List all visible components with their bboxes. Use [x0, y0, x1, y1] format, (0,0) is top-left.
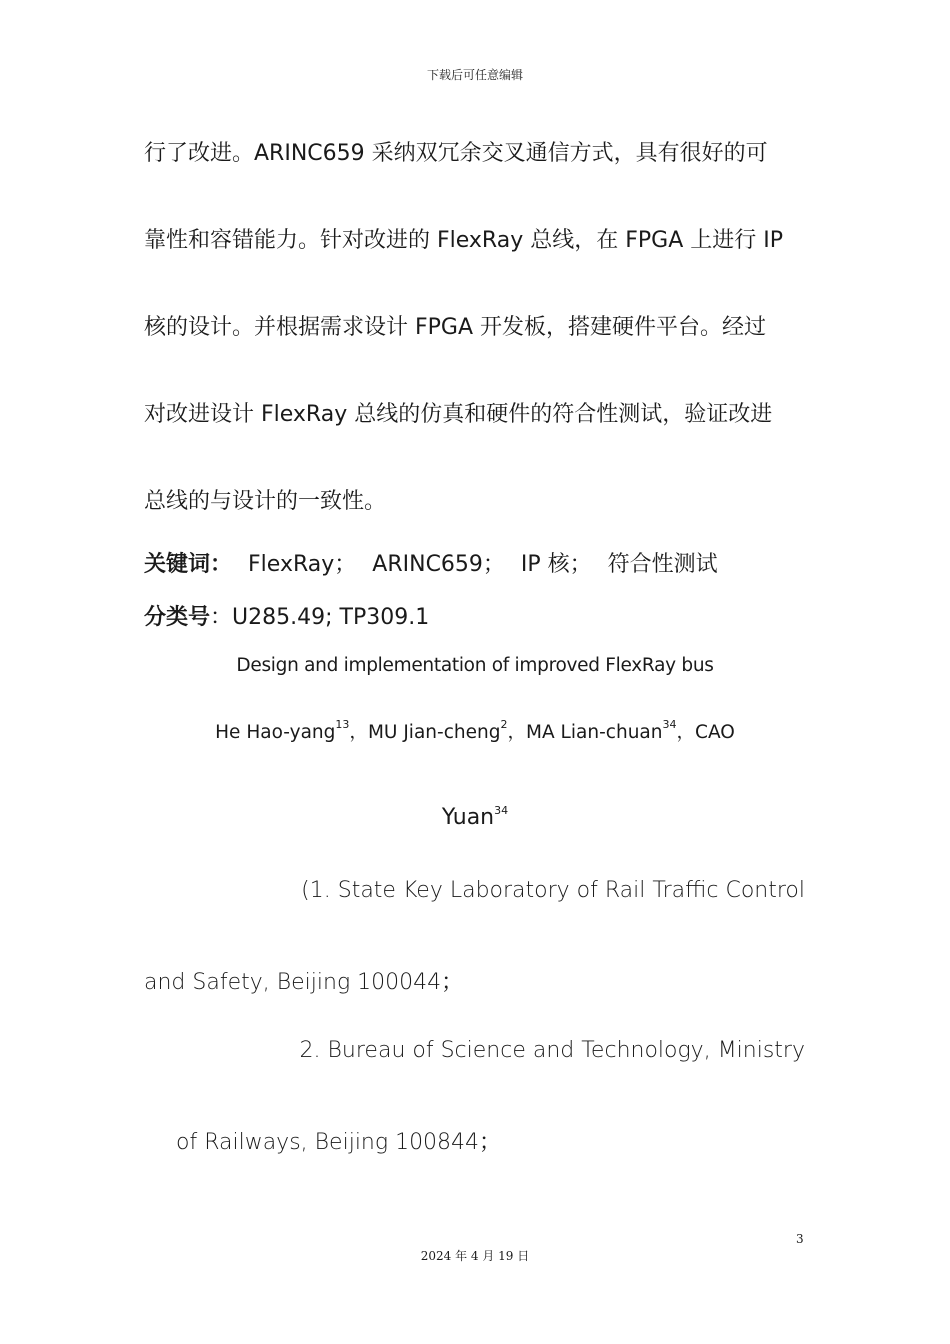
abstract-line-2: 靠性和容错能力。针对改进的 FlexRay 总线，在 FPGA 上进行 IP	[144, 228, 783, 253]
classification-line	[144, 600, 429, 631]
author-name: Yuan	[441, 805, 495, 830]
keywords-line	[144, 547, 718, 578]
keyword-item: FlexRay；	[248, 552, 357, 577]
abstract-line-1: 行了改进。ARINC659 采纳双冗余交叉通信方式，具有很好的可	[144, 141, 768, 166]
footer-date: 2024 年 4 月 19 日	[420, 1249, 530, 1263]
author-affiliation-mark: 2	[500, 718, 508, 731]
author-separator: ，	[349, 722, 368, 743]
english-title: Design and implementation of improved FlexRay bus	[236, 655, 714, 676]
keyword-item: 符合性测试	[607, 552, 718, 577]
affiliation-2-line-2: of Railways, Beijing 100844；	[176, 1130, 502, 1155]
author-separator: ，	[676, 722, 696, 743]
keywords-separator: ：	[210, 552, 233, 577]
author-list	[0, 718, 950, 744]
abstract-line-4: 对改进设计 FlexRay 总线的仿真和硬件的符合性测试，验证改进	[144, 402, 773, 427]
abstract-line-5: 总线的与设计的一致性。	[144, 489, 387, 514]
keyword-item: IP 核；	[520, 552, 592, 577]
author-name: MU Jian-cheng	[367, 722, 501, 743]
author-affiliation-mark: 34	[494, 804, 509, 817]
author-name: MA Lian-chuan	[526, 722, 663, 743]
author-affiliation-mark: 34	[662, 718, 677, 731]
classification-label: 分类号	[144, 605, 211, 630]
author-name: He Hao-yang	[215, 722, 336, 743]
author-name: CAO	[695, 722, 735, 743]
classification-separator: ：	[210, 605, 233, 630]
keyword-item: ARINC659；	[372, 552, 505, 577]
affiliation-1-line-1: (1. State Key Laboratory of Rail Traffic Control	[301, 878, 805, 903]
page-header-note: 下载后可任意编辑	[426, 68, 523, 82]
page-number: 3	[796, 1232, 804, 1246]
author-affiliation-mark: 13	[335, 718, 350, 731]
abstract-line-3: 核的设计。并根据需求设计 FPGA 开发板，搭建硬件平台。经过	[144, 315, 767, 340]
author-list-continued	[0, 805, 950, 830]
author-separator: ，	[507, 722, 527, 743]
affiliation-2-line-1: 2. Bureau of Science and Technology, Ministry	[299, 1038, 805, 1063]
classification-value: U285.49; TP309.1	[232, 605, 430, 630]
keywords-label: 关键词	[144, 552, 211, 577]
affiliation-1-line-2: and Safety, Beijing 100044；	[144, 970, 464, 995]
